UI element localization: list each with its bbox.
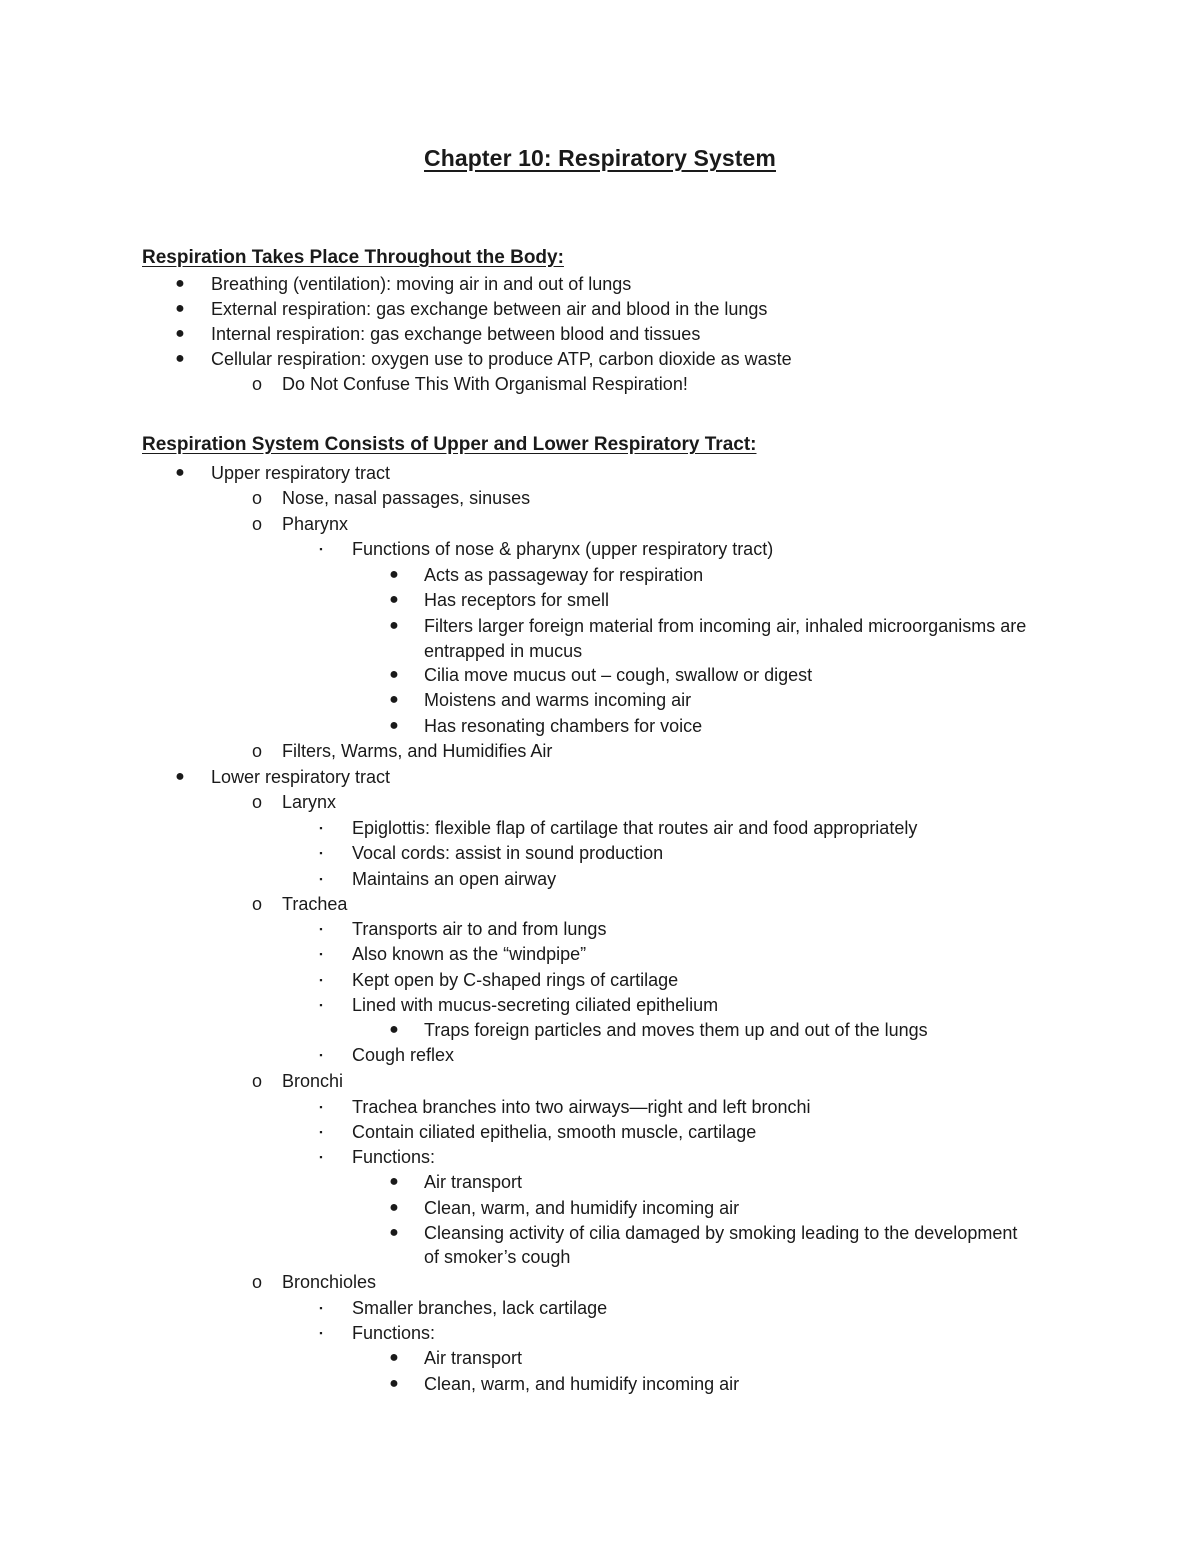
list-item: Nose, nasal passages, sinuses (282, 488, 531, 508)
bullet-icon: ● (175, 350, 185, 367)
bullet-icon: ● (389, 566, 399, 583)
list-item: Vocal cords: assist in sound production (352, 843, 664, 863)
square-bullet-icon: ▪ (319, 823, 323, 833)
bullet-icon: ● (389, 617, 399, 634)
square-bullet-icon: ▪ (319, 874, 323, 884)
list-item: Do Not Confuse This With Organismal Respiration! (282, 374, 688, 394)
circle-bullet-icon: o (251, 374, 262, 394)
list-item: Has receptors for smell (424, 590, 610, 610)
square-bullet-icon: ▪ (319, 1152, 323, 1162)
bronchioles-label: Bronchioles (282, 1272, 377, 1292)
bullet-icon: ● (389, 1199, 399, 1216)
trachea-label: Trachea (282, 894, 348, 914)
list-item: Air transport (424, 1348, 523, 1368)
list-item-continuation: of smoker’s cough (424, 1247, 571, 1267)
list-item: Air transport (424, 1172, 523, 1192)
bullet-icon: ● (389, 591, 399, 608)
list-item: Moistens and warms incoming air (424, 690, 692, 710)
list-item: Functions: (352, 1323, 436, 1343)
list-item: Pharynx (282, 514, 349, 534)
page-title: Chapter 10: Respiratory System (424, 145, 776, 171)
list-item: Lined with mucus-secreting ciliated epithelium (352, 995, 719, 1015)
list-item: Contain ciliated epithelia, smooth muscle, cartilage (352, 1122, 757, 1142)
list-item-continuation: entrapped in mucus (424, 641, 583, 661)
section-heading-tracts: Respiration System Consists of Upper and Lower Respiratory Tract: (142, 434, 757, 455)
list-item: External respiration: gas exchange between air and blood in the lungs (211, 299, 768, 319)
bronchi-label: Bronchi (282, 1071, 344, 1091)
list-item: Maintains an open airway (352, 869, 557, 889)
list-item: Transports air to and from lungs (352, 919, 607, 939)
square-bullet-icon: ▪ (319, 1127, 323, 1137)
list-item: Also known as the “windpipe” (352, 944, 587, 964)
list-item: Acts as passageway for respiration (424, 565, 704, 585)
larynx-label: Larynx (282, 792, 337, 812)
bullet-icon: ● (175, 325, 185, 342)
circle-bullet-icon: o (251, 894, 262, 914)
list-item: Functions: (352, 1147, 436, 1167)
square-bullet-icon: ▪ (319, 1050, 323, 1060)
list-item: Internal respiration: gas exchange between blood and tissues (211, 324, 701, 344)
list-item: Has resonating chambers for voice (424, 716, 703, 736)
square-bullet-icon: ▪ (319, 1328, 323, 1338)
list-item: Filters, Warms, and Humidifies Air (282, 741, 553, 761)
circle-bullet-icon: o (251, 514, 262, 534)
circle-bullet-icon: o (251, 792, 262, 812)
list-item: Cleansing activity of cilia damaged by smoking leading to the development (424, 1223, 1018, 1243)
bullet-icon: ● (389, 1173, 399, 1190)
bullet-icon: ● (389, 1375, 399, 1392)
list-item: Clean, warm, and humidify incoming air (424, 1374, 740, 1394)
list-item: Breathing (ventilation): moving air in and out of lungs (211, 274, 632, 294)
bullet-icon: ● (175, 768, 185, 785)
square-bullet-icon: ▪ (319, 924, 323, 934)
bullet-icon: ● (389, 691, 399, 708)
circle-bullet-icon: o (251, 741, 262, 761)
list-item: Functions of nose & pharynx (upper respiratory tract) (352, 539, 774, 559)
square-bullet-icon: ▪ (319, 975, 323, 985)
bullet-icon: ● (175, 300, 185, 317)
section-heading-respiration: Respiration Takes Place Throughout the Body: (142, 247, 564, 268)
square-bullet-icon: ▪ (319, 1000, 323, 1010)
circle-bullet-icon: o (251, 1071, 262, 1091)
bullet-icon: ● (389, 666, 399, 683)
list-item: Cellular respiration: oxygen use to produce ATP, carbon dioxide as waste (211, 349, 792, 369)
circle-bullet-icon: o (251, 488, 262, 508)
list-item: Smaller branches, lack cartilage (352, 1298, 608, 1318)
list-item: Filters larger foreign material from incoming air, inhaled microorganisms are (424, 616, 1027, 636)
bullet-icon: ● (389, 1224, 399, 1241)
lower-tract-label: Lower respiratory tract (211, 767, 391, 787)
list-item: Cough reflex (352, 1045, 455, 1065)
bullet-icon: ● (389, 717, 399, 734)
square-bullet-icon: ▪ (319, 1303, 323, 1313)
square-bullet-icon: ▪ (319, 949, 323, 959)
list-item: Trachea branches into two airways—right and left bronchi (352, 1097, 811, 1117)
bullet-icon: ● (175, 275, 185, 292)
list-item: Epiglottis: flexible flap of cartilage that routes air and food appropriately (352, 818, 918, 838)
list-item: Kept open by C-shaped rings of cartilage (352, 970, 679, 990)
upper-tract-label: Upper respiratory tract (211, 463, 391, 483)
bullet-icon: ● (389, 1021, 399, 1038)
list-item: Cilia move mucus out – cough, swallow or digest (424, 665, 813, 685)
bullet-icon: ● (175, 464, 185, 481)
square-bullet-icon: ▪ (319, 1102, 323, 1112)
square-bullet-icon: ▪ (319, 544, 323, 554)
circle-bullet-icon: o (251, 1272, 262, 1292)
list-item: Clean, warm, and humidify incoming air (424, 1198, 740, 1218)
list-item: Traps foreign particles and moves them up and out of the lungs (424, 1020, 928, 1040)
square-bullet-icon: ▪ (319, 848, 323, 858)
bullet-icon: ● (389, 1349, 399, 1366)
